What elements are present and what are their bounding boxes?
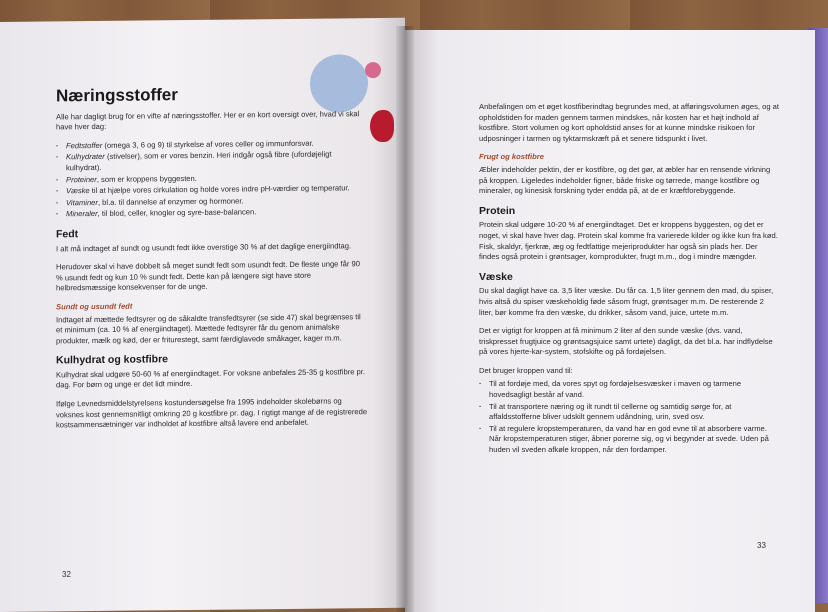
list-item: · Proteiner, som er kroppens byggesten. bbox=[56, 172, 368, 186]
vaeske-paragraph-2: Det er vigtigt for kroppen at få minimum 2 liter af den sunde væske (dvs. vand, triskpresset frugtjuice og grøntsagsjuice samt urtete) dagligt, da det bl.a. har indflydelse på vores hjerte-kar-system, stofskifte og på fordøjelsen. bbox=[479, 326, 773, 357]
list-item: · Fedtstoffer (omega 3, 6 og 9) til styrkelse af vores celler og immunforsvar. bbox=[56, 138, 368, 152]
water-use-intro: Det bruger kroppen vand til: bbox=[479, 365, 573, 375]
list-item: · Mineraler, til blod, celler, knogler og syre-base-balancen. bbox=[56, 206, 368, 220]
right-page bbox=[405, 30, 815, 612]
vaeske-paragraph-1: Du skal dagligt have ca. 3,5 liter væske. Du får ca. 1,5 liter gennem den mad, du spiser, hvis altså du spiser væskeholdig føde såsom frugt, grøntsager m.m. De resterende 2 liter, bør komme fra den væske, du drikker, såsom vand, juice, urtete m.m. bbox=[479, 286, 774, 317]
nutrient-list bbox=[56, 138, 368, 220]
section-heading-protein: Protein bbox=[479, 204, 516, 217]
right-page-text-column bbox=[479, 102, 779, 463]
list-item: · Til at fordøje med, da vores spyt og fordøjelsesvæsker i maven og tarmene hovedsagligt består af vand. bbox=[479, 379, 779, 400]
kostfiber-paragraph: Anbefalingen om et øget kostfiberindtag begrundes med, at afføringsvolumen øges, og at opholdstiden for maden gennem tarmen mindskes, når kosten har et højt indhold af kostfibre. Stort volumen og kort opholdstid anses for at kunne mindske risikoen for udposninger i tarmen og tyktarmskræft på et senere tidspunkt i livet. bbox=[479, 102, 779, 143]
decorative-pink-circle bbox=[365, 62, 381, 78]
decorative-red-circle bbox=[370, 110, 394, 142]
list-item: · Vitaminer, bl.a. til dannelse af enzymer og hormoner. bbox=[56, 195, 368, 209]
kulhydrat-paragraph-2: Ifølge Levnedsmiddelstyrelsens kostundersøgelse fra 1995 indeholder skolebørns og voksnes kost gennemsnitligt omkring 20 g kostfibre pr. dag. I rigtigt mange af de registrerede kostsammensætninger var indholdet af kostfibre altså lavere end anbefalet. bbox=[56, 396, 368, 430]
subheading-sundt-usundt-fedt: Sundt og usundt fedt bbox=[56, 301, 133, 312]
list-item: · Væske til at hjælpe vores cirkulation og holde vores indre pH-værdier og temperatur. bbox=[56, 183, 368, 197]
protein-paragraph: Protein skal udgøre 10-20 % af energiindtaget. Det er kroppens byggesten, og det er noget, vi skal have hver dag. Protein skal komme fra varierede kilder og ikke kun fra kød. Fisk, skaldyr, fjerkræ, æg og fedtfattige mejeriprodukter har også sin plads her. Der findes også protein i grøntsager, kornprodukter, frugt m.m., dog i mindre mængder. bbox=[479, 220, 778, 262]
kulhydrat-paragraph-1: Kulhydrat skal udgøre 50-60 % af energiindtaget. For voksne anbefales 25-35 g kostfibre pr. dag. For børn og unge er det lidt mindre. bbox=[56, 367, 365, 390]
intro-paragraph: Alle har dagligt brug for en vifte af næringsstoffer. Her er en kort oversigt over, hvad vi skal have hver dag: bbox=[56, 108, 360, 132]
sundt-paragraph: Indtaget af mættede fedtsyrer og de såkaldte transfedtsyrer (se side 47) skal begrænses til et minimum (ca. 10 % af energiindtaget). Mættede fedtsyrer får du genom animalske produkter, mælk og kød, der er friturestegt, samt færdiglavede småkager, kager m.m. bbox=[56, 311, 361, 346]
list-item: · Kulhydrater (stivelser), som er vores benzin. Heri indgår også fibre (ufordøjeligt kulhydrat). bbox=[56, 150, 368, 174]
left-page bbox=[0, 18, 405, 612]
section-heading-fedt: Fedt bbox=[56, 228, 79, 241]
list-item: · Til at regulere kropstemperaturen, da vand har en god evne til at absorbere varme. Når kropstemperaturen stiger, åbner porerne sig, og vi begynder at svede. Uden på huden vil sveden afkøle kroppen, når den fordamper. bbox=[479, 424, 779, 456]
page-title: Næringsstoffer bbox=[56, 85, 178, 106]
section-heading-vaeske: Væske bbox=[479, 270, 513, 283]
section-heading-kulhydrat: Kulhydrat og kostfibre bbox=[56, 353, 169, 367]
left-page-text-column bbox=[56, 85, 368, 439]
frugt-paragraph: Æbler indeholder pektin, der er kostfibre, og det gør, at æbler har en rensende virkning på kroppen. Ligeledes indeholder figner, både friske og tørrede, mange kostfibre og mineraler, og kinesisk forskning tyder endda på, at de er kræftforebyggende. bbox=[479, 164, 771, 196]
water-use-list bbox=[479, 379, 779, 455]
page-number-right: 33 bbox=[757, 541, 766, 550]
list-item: · Til at transportere næring og ilt rundt til cellerne og samtidig sørge for, at affaldsstofferne bliver udskilt gennem udåndning, urin, sved osv. bbox=[479, 402, 779, 423]
fedt-paragraph-2: Herudover skal vi have dobbelt så meget sundt fedt som usundt fedt. De fleste unge får 90 % usundt fedt og kun 10 % sundt fedt. Dette kan på længere sigt have store helbredsmæssige konsekvenser for de unge. bbox=[56, 259, 360, 293]
fedt-paragraph-1: I alt må indtaget af sundt og usundt fedt ikke overstige 30 % af det daglige energiindtag. bbox=[56, 240, 352, 253]
page-number-left: 32 bbox=[62, 570, 71, 579]
subheading-frugt-kostfibre: Frugt og kostfibre bbox=[479, 152, 544, 162]
book-gutter-shadow bbox=[396, 26, 414, 612]
